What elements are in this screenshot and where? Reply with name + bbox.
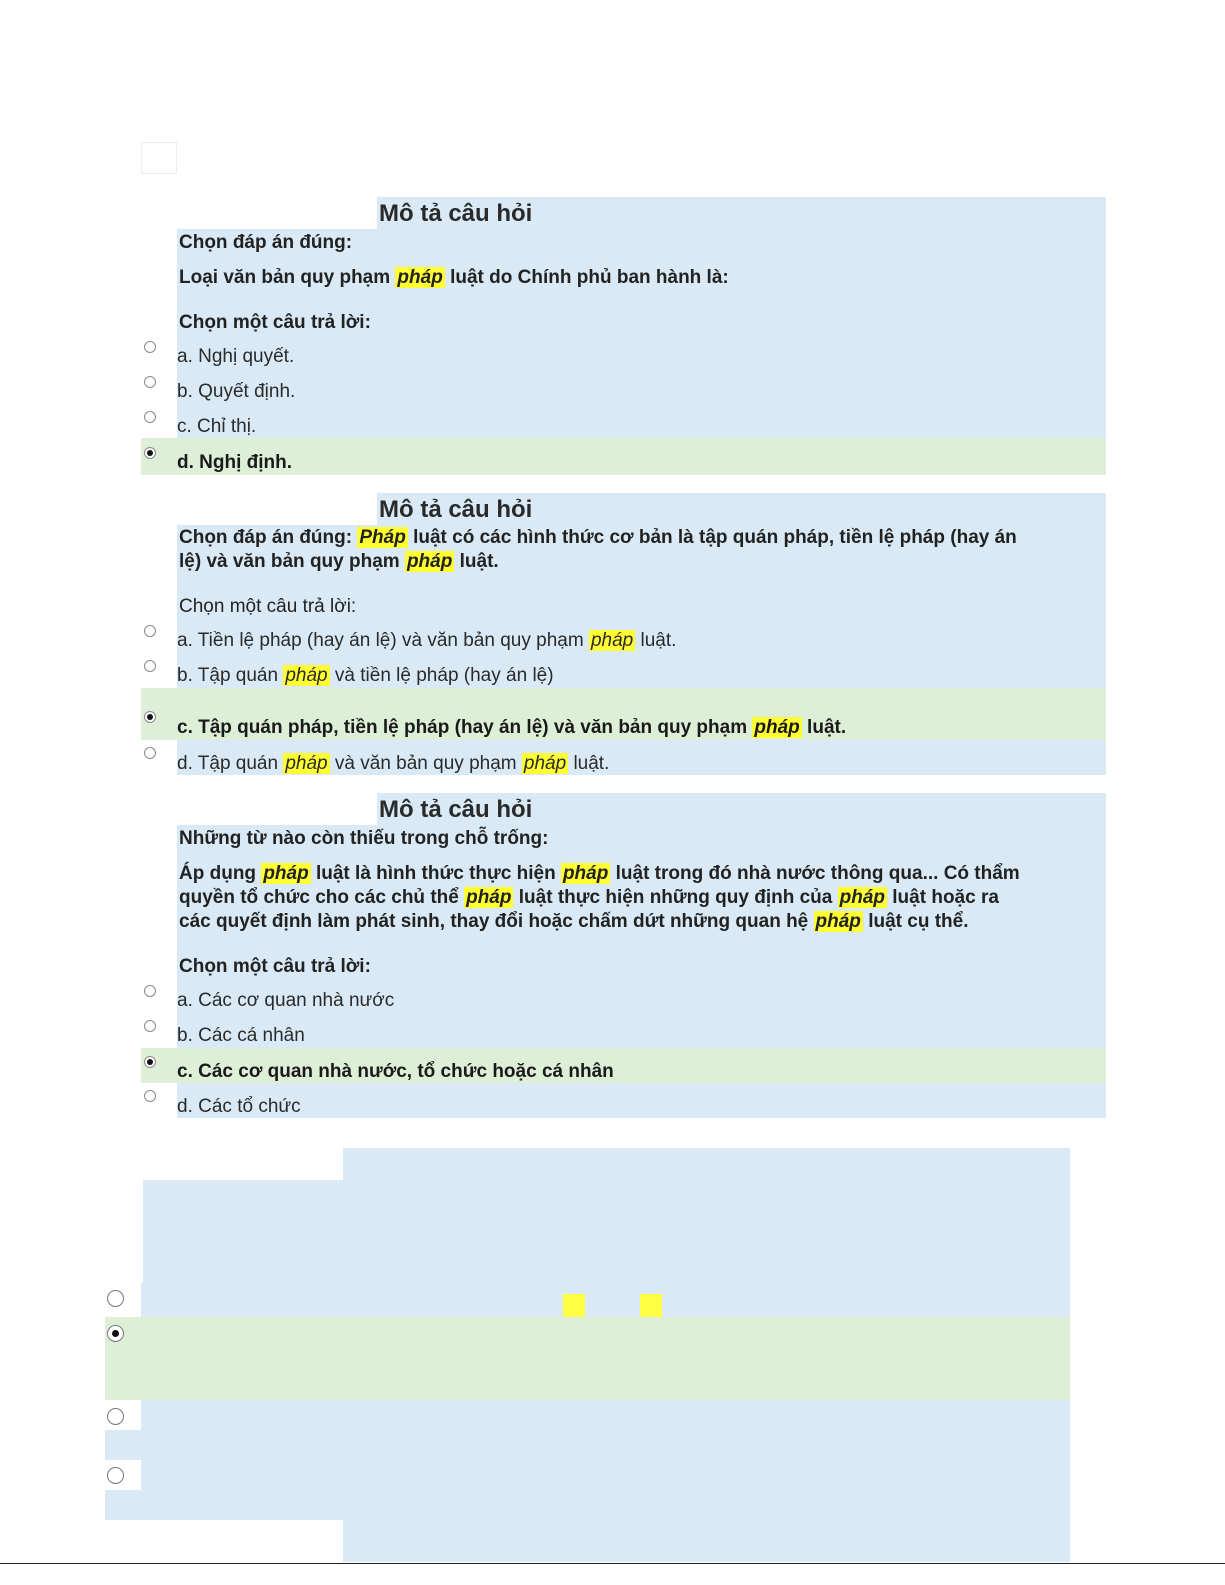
option-d-radio[interactable] [144, 1090, 156, 1102]
question-4-footer-band [343, 1520, 1070, 1562]
question-3-instruction: Những từ nào còn thiếu trong chỗ trống: [179, 828, 549, 849]
highlight-term: pháp [590, 630, 634, 651]
option-c-radio[interactable] [144, 1056, 156, 1068]
text-segment: quyền tổ chức cho các chủ thể [179, 887, 465, 908]
option-b-radio[interactable] [144, 1020, 156, 1032]
highlight-term: pháp [285, 665, 328, 686]
text-segment: luật hoặc ra [887, 887, 999, 908]
page-bottom-rule [0, 1563, 1225, 1564]
question-2-text-line-1 [179, 526, 1017, 550]
text-segment: các quyết định làm phát sinh, thay đổi hoặc chấm dứt những quan hệ [179, 911, 814, 932]
text-segment: luật cụ thể. [862, 911, 969, 932]
header-gap [177, 493, 377, 525]
question-2-prompt: Chọn một câu trả lời: [179, 596, 357, 617]
option-c-label[interactable]: c. Các cơ quan nhà nước, tổ chức hoặc cá nhân [177, 1061, 614, 1082]
option-a-radio[interactable] [144, 341, 156, 353]
highlight-term: pháp [754, 717, 800, 738]
highlight-term: pháp [815, 911, 861, 932]
option-b-label[interactable]: b. Các cá nhân [177, 1025, 305, 1046]
text-segment: Loại văn bản quy phạm [179, 267, 396, 288]
option-a-label[interactable]: a. Các cơ quan nhà nước [177, 990, 395, 1011]
text-segment: và tiền lệ pháp (hay án lệ) [329, 665, 554, 686]
text-segment: luật. [454, 551, 499, 572]
text-segment: a. Tiền lệ pháp (hay án lệ) và văn bản quy phạm [177, 630, 589, 651]
question-3-prompt: Chọn một câu trả lời: [179, 956, 371, 977]
highlight-term: pháp [839, 887, 885, 908]
option-d-label[interactable] [177, 753, 609, 775]
question-4-text-area [143, 1180, 1070, 1283]
text-segment: b. Tập quán [177, 665, 284, 686]
question-1-title: Mô tả câu hỏi [379, 200, 533, 227]
question-3-title: Mô tả câu hỏi [379, 796, 533, 823]
text-segment: luật. [568, 753, 610, 774]
highlight-term: pháp [562, 863, 609, 884]
option-row [141, 1283, 1070, 1317]
option-b-radio[interactable] [144, 376, 156, 388]
option-a-radio[interactable] [144, 625, 156, 637]
highlight-term: pháp [397, 267, 443, 288]
option-d-radio[interactable] [107, 1467, 124, 1484]
question-1-text [179, 266, 729, 290]
option-b-radio[interactable] [107, 1325, 124, 1342]
option-d-radio[interactable] [144, 447, 156, 459]
text-segment: luật thực hiện những quy định của [513, 887, 838, 908]
text-segment: luật trong đó nhà nước thông qua... Có thẩm [610, 863, 1020, 884]
option-c-radio[interactable] [107, 1408, 124, 1425]
option-b-label[interactable]: b. Quyết định. [177, 381, 296, 402]
option-c-radio[interactable] [144, 411, 156, 423]
highlight-mark [563, 1294, 585, 1317]
text-segment: d. Tập quán [177, 753, 284, 774]
text-segment: luật. [635, 630, 677, 651]
option-c-radio[interactable] [144, 711, 156, 723]
header-gap [177, 197, 377, 229]
header-gap [177, 793, 377, 825]
option-c-label[interactable] [177, 717, 846, 739]
highlight-term: pháp [285, 753, 328, 774]
option-a-radio[interactable] [107, 1290, 124, 1307]
text-segment: và văn bản quy phạm [329, 753, 522, 774]
question-4-header-band [343, 1148, 1070, 1180]
question-3-text-line-3 [179, 910, 969, 934]
highlight-mark [640, 1294, 662, 1317]
page-corner-box [141, 142, 177, 174]
option-c-label[interactable]: c. Chỉ thị. [177, 416, 257, 437]
text-segment: luật. [801, 717, 847, 738]
text-segment: luật có các hình thức cơ bản là tập quán pháp, tiền lệ pháp (hay án [407, 527, 1017, 548]
option-b-radio[interactable] [144, 660, 156, 672]
text-segment: luật là hình thức thực hiện [310, 863, 561, 884]
text-segment: Áp dụng [179, 863, 262, 884]
option-row-left [105, 1430, 141, 1460]
option-row-left [105, 1490, 141, 1520]
question-1-prompt: Chọn một câu trả lời: [179, 312, 371, 333]
highlight-term: pháp [406, 551, 453, 572]
highlight-term: pháp [466, 887, 512, 908]
question-2-text-line-2 [179, 550, 499, 574]
text-segment: c. Tập quán pháp, tiền lệ pháp (hay án lệ) và văn bản quy phạm [177, 717, 753, 738]
highlight-term: pháp [263, 863, 309, 884]
option-row [141, 1400, 1070, 1460]
question-1-instruction: Chọn đáp án đúng: [179, 232, 353, 253]
option-d-label[interactable]: d. Các tổ chức [177, 1096, 301, 1117]
option-row [141, 1460, 1070, 1520]
option-b-label[interactable] [177, 665, 554, 687]
question-3-text-line-1 [179, 862, 1020, 886]
text-segment: lệ) và văn bản quy phạm [179, 551, 405, 572]
option-a-label[interactable] [177, 630, 676, 652]
option-a-label[interactable]: a. Nghị quyết. [177, 346, 295, 367]
selected-option-row [105, 1317, 1070, 1400]
option-d-label[interactable]: d. Nghị định. [177, 452, 293, 473]
highlight-term: Pháp [359, 527, 406, 548]
option-d-radio[interactable] [144, 747, 156, 759]
text-segment: luật do Chính phủ ban hành là: [444, 267, 729, 288]
question-3-text-line-2 [179, 886, 999, 910]
text-segment: Chọn đáp án đúng: [179, 527, 358, 548]
option-a-radio[interactable] [144, 985, 156, 997]
highlight-term: pháp [523, 753, 567, 774]
question-2-title: Mô tả câu hỏi [379, 496, 533, 523]
